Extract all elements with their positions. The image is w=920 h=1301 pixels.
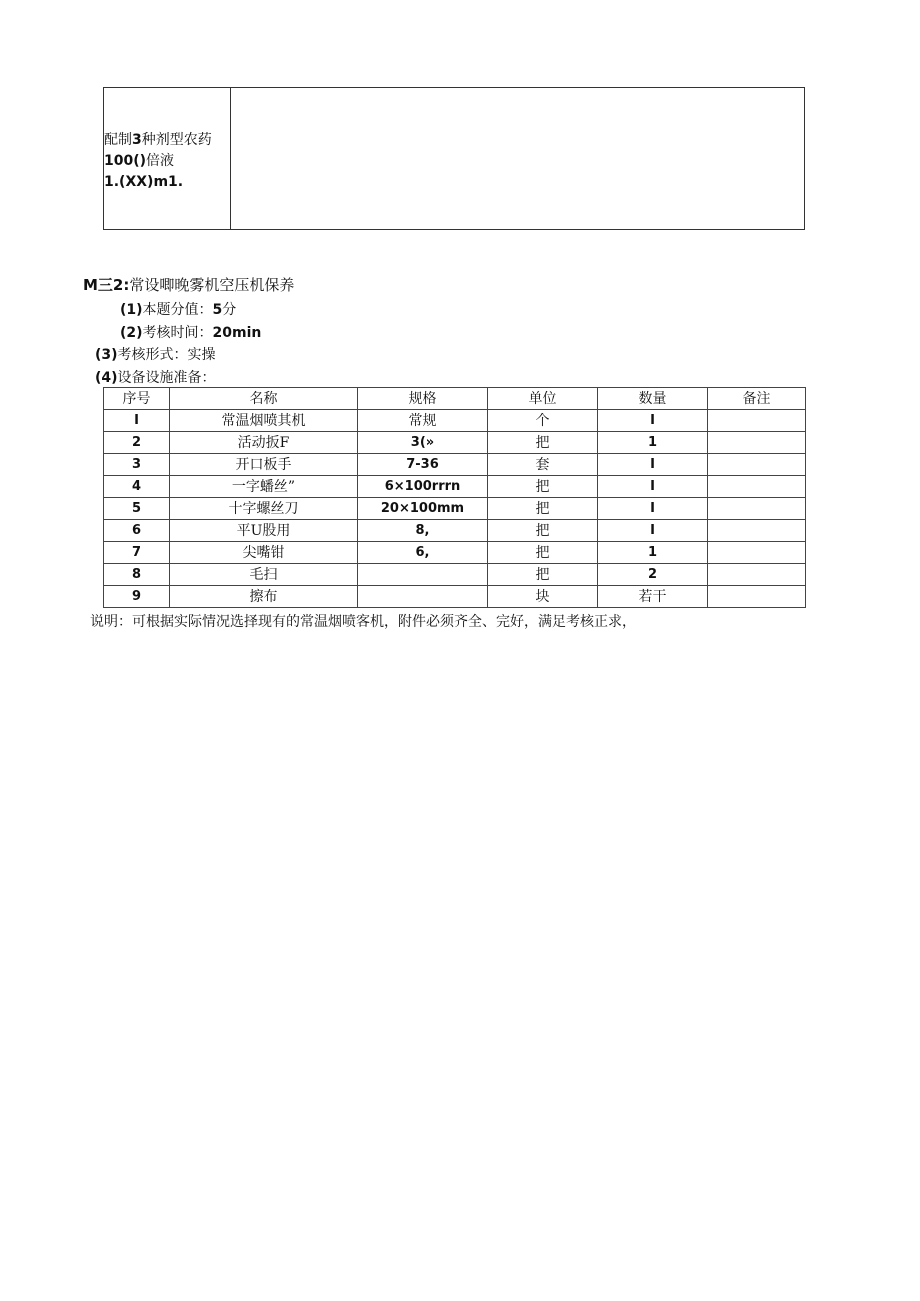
cell-qty: 若干 [598,586,708,608]
cell-spec: 8, [358,520,488,542]
item4-num: (4) [95,370,118,386]
top-box-label-cell [104,88,231,229]
cell-no: 8 [104,564,170,586]
item2-text: 考核时间： [142,325,213,341]
table-header-row [104,388,806,410]
cell-name: 活动扳F [170,432,358,454]
item1-text: 本题分值： [142,302,213,318]
top-line1-bold: 3 [132,132,142,148]
cell-name: 一字蟠丝” [170,476,358,498]
cell-name: 擦布 [170,586,358,608]
cell-no: 3 [104,454,170,476]
cell-name: 平U股用 [170,520,358,542]
cell-no: 5 [104,498,170,520]
top-box-line-3: 1.(XX)m1. [104,174,184,190]
cell-no: 4 [104,476,170,498]
top-box-line-1 [104,130,230,151]
cell-remark [708,520,806,542]
cell-spec: 常规 [358,410,488,432]
cell-spec: 20×100mm [358,498,488,520]
cell-remark [708,454,806,476]
top-line1-post: 种剂型农药 [141,132,212,148]
heading-bold: M三2: [83,276,130,294]
cell-spec [358,564,488,586]
cell-remark [708,542,806,564]
cell-no: I [104,410,170,432]
top-line2-post: 倍液 [146,153,175,169]
table-row [104,432,806,454]
cell-spec [358,586,488,608]
cell-name: 尖嘴钳 [170,542,358,564]
top-box [103,87,805,230]
cell-remark [708,432,806,454]
item2-num: (2) [120,325,143,341]
cell-unit: 把 [488,498,598,520]
cell-remark [708,498,806,520]
cell-unit: 把 [488,476,598,498]
item1-unit: 分 [222,302,237,318]
note-text: 说明：可根据实际情况选择现有的常温烟喷客机，附件必须齐全、完好，满足考核正求， [90,614,636,630]
item-equipment [95,367,216,387]
cell-spec: 6, [358,542,488,564]
header-spec: 规格 [358,388,488,410]
cell-remark [708,586,806,608]
cell-spec: 3(» [358,432,488,454]
item4-text: 设备设施准备： [117,370,216,386]
cell-unit: 块 [488,586,598,608]
item1-val: 5 [212,302,223,318]
cell-qty: 1 [598,432,708,454]
top-box-line-2 [104,151,230,172]
cell-no: 9 [104,586,170,608]
cell-no: 6 [104,520,170,542]
cell-qty: I [598,454,708,476]
cell-remark [708,564,806,586]
cell-spec: 7-36 [358,454,488,476]
top-line2-bold: 100() [104,153,147,169]
cell-no: 2 [104,432,170,454]
item3-num: (3) [95,347,118,363]
header-name: 名称 [170,388,358,410]
cell-spec: 6×100rrrn [358,476,488,498]
item3-text: 考核形式：实操 [117,347,216,363]
table-row [104,476,806,498]
cell-qty: 1 [598,542,708,564]
header-no: 序号 [104,388,170,410]
item1-num: (1) [120,302,143,318]
table-row [104,520,806,542]
table-row [104,586,806,608]
top-line1-pre: 配制 [104,132,132,148]
cell-qty: I [598,498,708,520]
table-row [104,542,806,564]
cell-unit: 把 [488,542,598,564]
cell-name: 开口板手 [170,454,358,476]
item-score [120,299,236,319]
cell-unit: 套 [488,454,598,476]
header-qty: 数量 [598,388,708,410]
top-box-content-cell [231,88,804,229]
heading-text: 常设唧晚雾机空压机保养 [129,276,295,294]
item-time [120,322,261,342]
cell-unit: 把 [488,520,598,542]
table-row [104,564,806,586]
equipment-table [103,387,806,608]
section-heading [83,274,294,295]
cell-qty: I [598,520,708,542]
item-form [95,344,216,364]
cell-unit: 个 [488,410,598,432]
header-unit: 单位 [488,388,598,410]
cell-qty: 2 [598,564,708,586]
cell-unit: 把 [488,432,598,454]
table-row [104,410,806,432]
cell-name: 毛扫 [170,564,358,586]
cell-qty: I [598,410,708,432]
cell-unit: 把 [488,564,598,586]
cell-no: 7 [104,542,170,564]
cell-name: 常温烟喷其机 [170,410,358,432]
header-remark: 备注 [708,388,806,410]
table-row [104,498,806,520]
cell-qty: I [598,476,708,498]
table-row [104,454,806,476]
cell-name: 十字螺丝刀 [170,498,358,520]
cell-remark [708,410,806,432]
item2-val: 20min [212,325,262,341]
cell-remark [708,476,806,498]
